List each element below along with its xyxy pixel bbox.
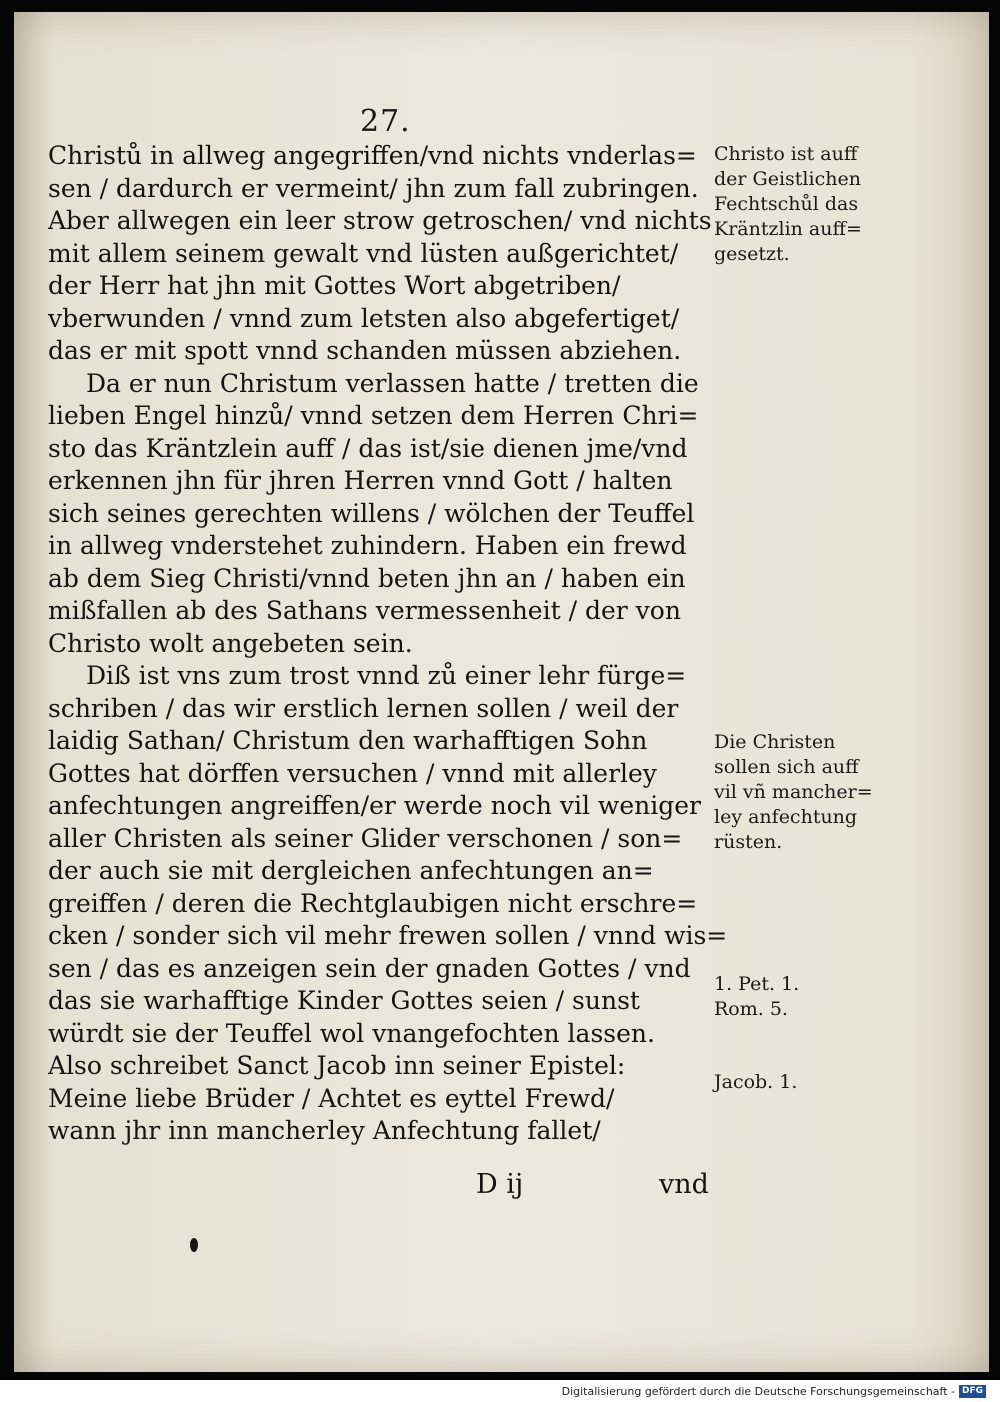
margin-note-line: Kräntzlin auff= bbox=[714, 218, 862, 240]
margin-note-line: Jacob. 1. bbox=[714, 1071, 798, 1093]
page-number: 27. bbox=[360, 104, 411, 139]
text-line: der auch sie mit dergleichen anfechtungen an= bbox=[48, 856, 654, 885]
text-line: Christů in allweg angegriffen/vnd nichts vnderlas= bbox=[48, 141, 697, 170]
text-line: aller Christen als seiner Glider verschonen / son= bbox=[48, 823, 683, 853]
dfg-logo: DFG bbox=[959, 1385, 986, 1398]
text-line: greiffen / deren die Rechtglaubigen nicht erschre= bbox=[48, 888, 698, 918]
text-line: würdt sie der Teuffel wol vnangefochten lassen. bbox=[48, 1018, 655, 1048]
text-line: Meine liebe Brüder / Achtet es eyttel Frewd/ bbox=[48, 1083, 615, 1113]
text-line: sto das Kräntzlein auff / das ist/sie dienen jme/vnd bbox=[48, 433, 688, 463]
text-line: das er mit spott vnnd schanden müssen abziehen. bbox=[48, 336, 682, 365]
footer-credit bbox=[562, 1385, 986, 1398]
margin-note-line: Fechtschůl das bbox=[714, 193, 859, 215]
text-line: erkennen jhn für jhren Herren vnnd Gott / halten bbox=[48, 466, 673, 495]
margin-note-line: vil vñ mancher= bbox=[714, 781, 873, 803]
text-line: das sie warhafftige Kinder Gottes seien / sunst bbox=[48, 986, 640, 1015]
margin-note-line: sollen sich auff bbox=[714, 756, 859, 778]
text-line: lieben Engel hinzů/ vnnd setzen dem Herren Chri= bbox=[48, 401, 699, 430]
text-line: wann jhr inn mancherley Anfechtung fallet/ bbox=[48, 1116, 601, 1145]
margin-note-line: Rom. 5. bbox=[714, 998, 788, 1020]
text-line: Also schreibet Sanct Jacob inn seiner Epistel: bbox=[48, 1051, 626, 1080]
text-line: sen / das es anzeigen sein der gnaden Gottes / vnd bbox=[48, 953, 691, 983]
text-line: in allweg vnderstehet zuhindern. Haben ein frewd bbox=[48, 531, 687, 560]
text-line: Gottes hat dörffen versuchen / vnnd mit allerley bbox=[48, 758, 657, 788]
margin-note-line: gesetzt. bbox=[714, 243, 790, 265]
text-line: cken / sonder sich vil mehr frewen sollen / vnnd wis= bbox=[48, 921, 728, 950]
margin-note-line: 1. Pet. 1. bbox=[714, 973, 800, 995]
text-line: schriben / das wir erstlich lernen sollen / weil der bbox=[48, 693, 679, 723]
ink-spot bbox=[190, 1238, 198, 1252]
text-line: Aber allwegen ein leer strow getroschen/ vnd nichts bbox=[48, 206, 712, 235]
margin-note-line: Christo ist auff bbox=[714, 143, 858, 165]
margin-note bbox=[714, 1070, 797, 1095]
signature-mark: D ij bbox=[476, 1169, 524, 1200]
book-page bbox=[14, 12, 989, 1372]
margin-note bbox=[714, 730, 873, 855]
text-line: der Herr hat jhn mit Gottes Wort abgetriben/ bbox=[48, 271, 621, 300]
text-line: mißfallen ab des Sathans vermessenheit / der von bbox=[48, 596, 681, 625]
footer-text: Digitalisierung gefördert durch die Deutsche Forschungsgemeinschaft - bbox=[561, 1385, 955, 1398]
text-line: vberwunden / vnnd zum letsten also abgefertiget/ bbox=[48, 303, 680, 333]
text-line: mit allem seinem gewalt vnd lüsten außgerichtet/ bbox=[48, 238, 679, 268]
text-line: laidig Sathan/ Christum den warhafftigen Sohn bbox=[48, 726, 648, 755]
text-line: Christo wolt angebeten sein. bbox=[48, 628, 413, 658]
text-line: sen / dardurch er vermeint/ jhn zum fall zubringen. bbox=[48, 173, 699, 203]
margin-note-line: der Geistlichen bbox=[714, 168, 861, 190]
margin-note-line: rüsten. bbox=[714, 831, 783, 853]
margin-note-line: ley anfechtung bbox=[714, 806, 858, 828]
margin-note bbox=[714, 972, 799, 1022]
margin-note-line: Die Christen bbox=[714, 731, 836, 753]
text-line: ab dem Sieg Christi/vnnd beten jhn an / haben ein bbox=[48, 563, 686, 593]
catchword: vnd bbox=[659, 1169, 709, 1200]
text-line: Diß ist vns zum trost vnnd zů einer lehr fürge= bbox=[86, 661, 687, 690]
body-text bbox=[48, 140, 738, 1148]
margin-note bbox=[714, 142, 862, 267]
text-line: Da er nun Christum verlassen hatte / tretten die bbox=[86, 368, 699, 398]
text-line: anfechtungen angreiffen/er werde noch vil weniger bbox=[48, 791, 701, 820]
text-line: sich seines gerechten willens / wölchen der Teuffel bbox=[48, 498, 695, 528]
